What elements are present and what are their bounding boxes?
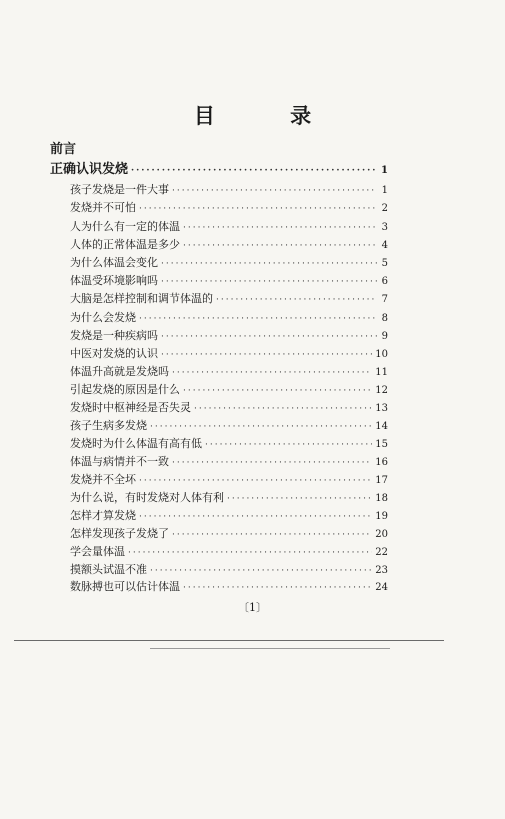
- toc-entry: [70, 218, 388, 234]
- toc-entry-label: 学会量体温: [70, 545, 125, 558]
- toc-entry: [70, 290, 388, 306]
- toc-entry-label: 数脉搏也可以估计体温: [70, 580, 180, 593]
- toc-entry-label: 孩子生病多发烧: [70, 419, 147, 432]
- toc-chapter-page: 1: [381, 165, 388, 176]
- toc-entry-label: 引起发烧的原因是什么: [70, 383, 180, 396]
- toc-leader-dots: [194, 404, 372, 414]
- toc-leader-dots: [205, 440, 372, 450]
- toc-entry: [70, 363, 388, 379]
- toc-entry-page: 19: [375, 511, 388, 522]
- toc-entry: [70, 272, 388, 288]
- toc-leader-dots: [183, 223, 377, 233]
- toc-leader-dots: [183, 241, 377, 251]
- toc-entry-label: 发烧时为什么体温有高有低: [70, 437, 202, 450]
- page-divider: [150, 648, 390, 649]
- page-title: 目 录: [193, 103, 346, 128]
- toc-entry-page: 17: [375, 475, 388, 486]
- toc-entry: [70, 309, 388, 325]
- toc-entry: [70, 181, 388, 197]
- toc-leader-dots: [161, 350, 372, 360]
- toc-chapter: [50, 158, 388, 177]
- toc-entry: [70, 507, 388, 523]
- toc-entry-page: 3: [381, 222, 388, 233]
- toc-entry-label: 怎样发现孩子发烧了: [70, 527, 169, 540]
- toc-entry-label: 为什么说，有时发烧对人体有利: [70, 491, 224, 504]
- toc-entry-label: 体温与病情并不一致: [70, 455, 169, 468]
- toc-entry-page: 8: [381, 313, 388, 324]
- toc-entry: [70, 435, 388, 451]
- toc-leader-dots: [139, 314, 377, 324]
- toc-leader-dots: [227, 494, 372, 504]
- toc-entry: [70, 543, 388, 559]
- toc-leader-dots: [139, 476, 372, 486]
- toc-entry-page: 13: [375, 403, 388, 414]
- toc-entry-page: 20: [375, 529, 388, 540]
- toc-entry-page: 14: [375, 421, 388, 432]
- toc-entry-label: 发烧并不可怕: [70, 201, 136, 214]
- toc-entry-page: 2: [381, 203, 388, 214]
- toc-entry-label: 人体的正常体温是多少: [70, 238, 180, 251]
- toc-leader-dots: [150, 566, 372, 576]
- toc-entry-page: 24: [375, 582, 388, 593]
- toc-leader-dots: [161, 332, 377, 342]
- toc-entry-page: 12: [375, 385, 388, 396]
- toc-entry: [70, 399, 388, 415]
- toc-entry-label: 体温受环境影响吗: [70, 274, 158, 287]
- toc-leader-dots: [139, 204, 377, 214]
- toc-leader-dots: [139, 512, 372, 522]
- toc-entry: [70, 199, 388, 215]
- toc-leader-dots: [172, 458, 372, 468]
- toc-entry-label: 人为什么有一定的体温: [70, 220, 180, 233]
- toc-leader-dots: [183, 386, 372, 396]
- toc-entry-page: 6: [381, 276, 388, 287]
- toc-leader-dots: [150, 422, 372, 432]
- toc-leader-dots: [161, 277, 377, 287]
- toc-entry: [70, 381, 388, 397]
- toc-entry-label: 发烧时中枢神经是否失灵: [70, 401, 191, 414]
- toc-entry: [70, 453, 388, 469]
- toc-leader-dots: [161, 259, 377, 269]
- toc-leader-dots: [172, 530, 372, 540]
- toc-entry: [70, 525, 388, 541]
- toc-entry-label: 大脑是怎样控制和调节体温的: [70, 292, 213, 305]
- toc-leader-dots: [172, 368, 372, 378]
- page-divider: [14, 640, 444, 641]
- toc-entry-page: 22: [375, 547, 388, 558]
- toc-entry-label: 摸额头试温不准: [70, 563, 147, 576]
- toc-leader-dots: [128, 548, 372, 558]
- toc-preface: 前言: [50, 142, 77, 157]
- toc-leader-dots: [183, 583, 372, 593]
- toc-entry-page: 11: [375, 367, 388, 378]
- toc-entry-label: 为什么体温会变化: [70, 256, 158, 269]
- toc-leader-dots: [131, 166, 377, 176]
- toc-entry-page: 23: [375, 565, 388, 576]
- toc-entry: [70, 417, 388, 433]
- toc-entry-page: 4: [381, 240, 388, 251]
- toc-entry: [70, 254, 388, 270]
- toc-leader-dots: [216, 295, 377, 305]
- toc-entry-page: 10: [375, 349, 388, 360]
- page-number: 〔1〕: [238, 601, 267, 614]
- toc-entry: [70, 471, 388, 487]
- toc-entry-page: 9: [381, 331, 388, 342]
- toc-entry-label: 发烧并不全坏: [70, 473, 136, 486]
- toc-entry-label: 怎样才算发烧: [70, 509, 136, 522]
- toc-entry-page: 15: [375, 439, 388, 450]
- toc-entry-label: 发烧是一种疾病吗: [70, 329, 158, 342]
- toc-entry-label: 为什么会发烧: [70, 311, 136, 324]
- toc-entry-page: 18: [375, 493, 388, 504]
- toc-entry: [70, 578, 388, 594]
- toc-entry-page: 16: [375, 457, 388, 468]
- toc-entry-label: 孩子发烧是一件大事: [70, 183, 169, 196]
- toc-entry: [70, 327, 388, 343]
- toc-entry-label: 中医对发烧的认识: [70, 347, 158, 360]
- toc-entry-page: 7: [381, 294, 388, 305]
- toc-entry: [70, 345, 388, 361]
- toc-entry: [70, 489, 388, 505]
- toc-entry: [70, 561, 388, 577]
- toc-entry-page: 1: [381, 185, 388, 196]
- toc-entry: [70, 236, 388, 252]
- toc-entry-page: 5: [381, 258, 388, 269]
- toc-entry-label: 体温升高就是发烧吗: [70, 365, 169, 378]
- toc-chapter-label: 正确认识发烧: [50, 162, 129, 177]
- toc-leader-dots: [172, 186, 377, 196]
